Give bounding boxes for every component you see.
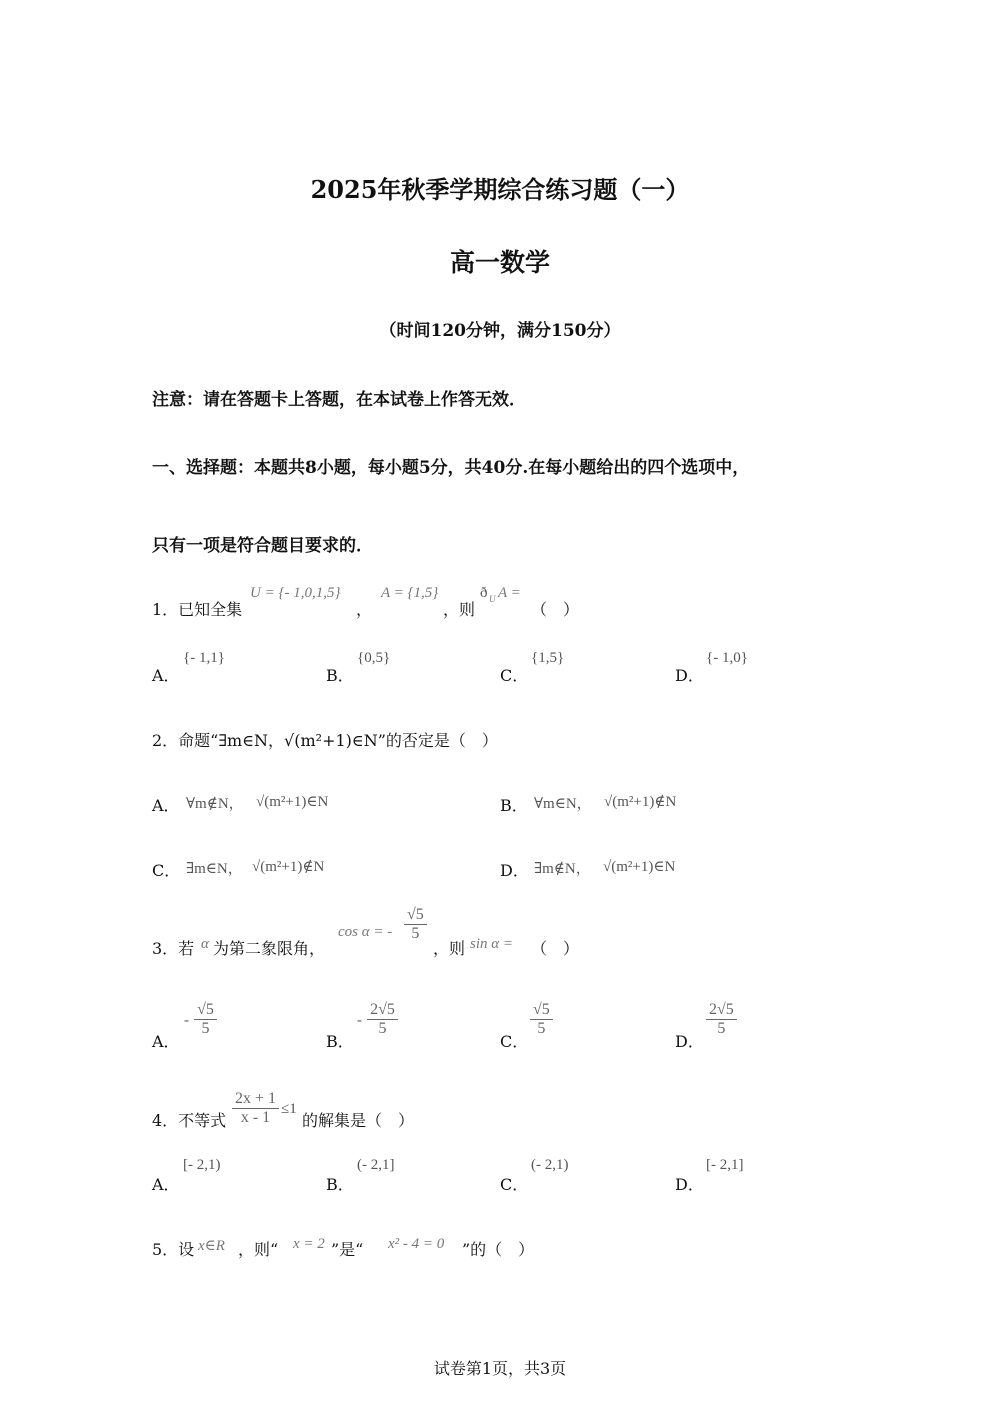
q2-option-D-label: D．: [500, 861, 529, 880]
question-1-prefix: 1．已知全集: [152, 600, 243, 619]
q1-option-D-value: {- 1,0}: [706, 650, 748, 666]
question-2-stem: 2．命题“∃m∈N，√(m²+1)∈N”的否定是（ ）: [152, 731, 498, 750]
q2-option-A-quantifier: ∀m∉N，: [186, 796, 244, 812]
question-1-complement-subscript: U: [489, 594, 496, 604]
q3-option-B-value: - $\frac{2√5}{5}$: [357, 1001, 398, 1039]
q4-option-D-value: [- 2,1]: [706, 1157, 744, 1173]
q2-option-C-expression: √(m²+1)∉N: [252, 859, 325, 875]
q4-option-A-value: [- 2,1): [183, 1157, 221, 1173]
q3-fraction-denominator: 5: [411, 925, 420, 943]
question-4-le: ≤1: [281, 1101, 297, 1117]
q4-option-B-value: (- 2,1]: [357, 1157, 395, 1173]
q2-option-B-expression: √(m²+1)∉N: [604, 794, 677, 810]
question-3-cos: cos α = -: [338, 924, 393, 940]
question-5-x-eq-2: x = 2: [293, 1236, 325, 1252]
question-5-x-in-R: x∈R: [198, 1238, 225, 1254]
question-4-prefix: 4．不等式: [152, 1111, 227, 1130]
q4-option-C-value: (- 2,1): [531, 1157, 569, 1173]
question-5-mid2: ”是“: [331, 1240, 364, 1259]
q2-option-A-expression: √(m²+1)∈N: [256, 794, 329, 810]
q2-option-A-label: A．: [152, 796, 180, 815]
question-1-answer-paren: （ ）: [531, 600, 580, 619]
question-1-complement-symbol: ð: [480, 585, 488, 601]
q1-option-D-label: D．: [675, 666, 704, 685]
section-heading-line2: 只有一项是符合题目要求的．: [152, 536, 373, 556]
exam-title: 2025年秋季学期综合练习题（一）: [310, 175, 690, 204]
question-1-A-eq: A =: [498, 585, 521, 601]
alpha-symbol: α: [201, 936, 209, 952]
q3-option-A-value: - $\frac{√5}{5}$: [184, 1001, 217, 1039]
q3-option-C-label: C．: [500, 1032, 529, 1051]
question-3-fraction: [404, 906, 427, 944]
page-footer: 试卷第1页，共3页: [433, 1359, 567, 1378]
question-4-suffix: 的解集是（ ）: [302, 1111, 415, 1130]
q2-option-B-label: B．: [500, 796, 528, 815]
question-3-mid: 为第二象限角，: [213, 939, 326, 958]
q4-fraction-denominator: x - 1: [240, 1109, 271, 1127]
q4-option-A-label: A．: [152, 1175, 180, 1194]
q3-option-D-value: $\frac{2√5}{5}$: [706, 1001, 737, 1039]
question-4-fraction: [232, 1090, 279, 1128]
q3-option-A-label: A．: [152, 1032, 180, 1051]
q2-option-D-quantifier: ∃m∉N，: [534, 861, 591, 877]
q3-option-D-label: D．: [675, 1032, 704, 1051]
question-3-then: ，则: [433, 939, 466, 958]
q2-option-B-quantifier: ∀m∈N，: [534, 796, 592, 812]
question-5-prefix: 5．设: [152, 1240, 195, 1259]
question-1-set-A: A = {1,5}: [381, 585, 439, 601]
q4-option-D-label: D．: [675, 1175, 704, 1194]
q1-option-B-value: {0,5}: [357, 650, 391, 666]
question-5-suffix: ”的（ ）: [462, 1240, 535, 1259]
q1-option-C-label: C．: [500, 666, 529, 685]
q3-option-B-label: B．: [326, 1032, 354, 1051]
q2-option-D-expression: √(m²+1)∈N: [603, 859, 676, 875]
q4-fraction-numerator: 2x + 1: [232, 1090, 279, 1109]
time-info: （时间120分钟，满分150分）: [379, 321, 621, 341]
question-3-prefix: 3．若: [152, 939, 195, 958]
q1-option-A-value: {- 1,1}: [183, 650, 225, 666]
q3-option-C-value: $\frac{√5}{5}$: [530, 1001, 553, 1039]
question-3-answer-paren: （ ）: [531, 939, 580, 958]
question-5-mid: ，则“: [238, 1240, 279, 1259]
question-1-set-U: U = {- 1,0,1,5}: [250, 585, 341, 601]
subject-title: 高一数学: [449, 248, 550, 277]
q4-option-C-label: C．: [500, 1175, 529, 1194]
q3-fraction-numerator: √5: [404, 906, 427, 925]
q2-option-C-quantifier: ∃m∈N，: [186, 861, 243, 877]
q1-option-B-label: B．: [326, 666, 354, 685]
q4-option-B-label: B．: [326, 1175, 354, 1194]
section-heading-line1: 一、选择题：本题共8小题，每小题5分，共40分.在每小题给出的四个选项中，: [152, 458, 750, 478]
q2-option-C-label: C．: [152, 861, 181, 880]
question-5-equation: x² - 4 = 0: [388, 1236, 445, 1252]
q1-option-C-value: {1,5}: [531, 650, 565, 666]
notice: 注意：请在答题卡上答题，在本试卷上作答无效．: [152, 390, 526, 410]
question-1-then: ，则: [443, 600, 476, 619]
question-3-sin: sin α =: [470, 936, 514, 952]
question-1-comma: ，: [356, 600, 373, 619]
q1-option-A-label: A．: [152, 666, 180, 685]
